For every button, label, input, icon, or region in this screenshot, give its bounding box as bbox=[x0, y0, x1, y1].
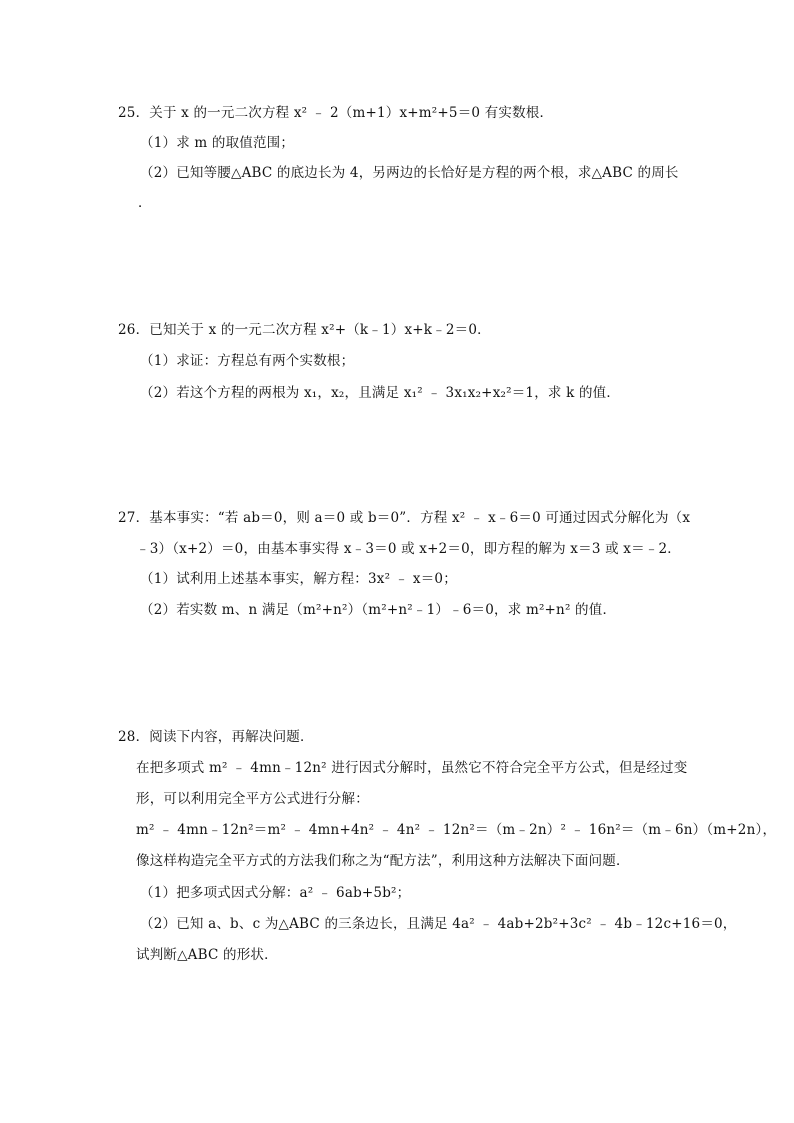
q27-part1: （1）试利用上述基本事实，解方程：3x² ﹣ x＝0； bbox=[140, 571, 457, 587]
q26-part1: （1）求证：方程总有两个实数根； bbox=[140, 353, 355, 369]
q28-content-line3: m² ﹣ 4mn﹣12n²＝m² ﹣ 4mn+4n² ﹣ 4n² ﹣ 12n²＝（m﹣2n）² ﹣ 16n²＝（m﹣6n）（m+2n）， bbox=[136, 822, 777, 838]
q28-content-line4: 像这样构造完全平方式的方法我们称之为“配方法”，利用这种方法解决下面问题． bbox=[136, 853, 630, 869]
q25-stem: 25．关于 x 的一元二次方程 x² ﹣ 2（m+1）x+m²+5＝0 有实数根． bbox=[118, 105, 554, 121]
q27-stem-cont: ﹣3）（x+2）＝0，由基本事实得 x﹣3＝0 或 x+2＝0，即方程的解为 x＝3 或 x＝﹣2． bbox=[136, 541, 681, 557]
q27-part2: （2）若实数 m、n 满足（m²+n²）（m²+n²﹣1）﹣6＝0，求 m²+n² 的值． bbox=[140, 602, 617, 618]
q28-part2-cont: 试判断△ABC 的形状． bbox=[136, 947, 278, 963]
q25-part1: （1）求 m 的取值范围； bbox=[140, 135, 295, 151]
q28-content-line1: 在把多项式 m² ﹣ 4mn﹣12n² 进行因式分解时，虽然它不符合完全平方公式，但是经过变 bbox=[136, 760, 688, 776]
q28-part1: （1）把多项式因式分解：a² ﹣ 6ab+5b²； bbox=[140, 885, 411, 901]
q26-stem: 26．已知关于 x 的一元二次方程 x²+（k﹣1）x+k﹣2＝0． bbox=[118, 322, 491, 338]
q28-content-line2: 形，可以利用完全平方公式进行分解： bbox=[136, 791, 369, 807]
q26-part2: （2）若这个方程的两根为 x₁，x₂，且满足 x₁² ﹣ 3x₁x₂+x₂²＝1，求 k 的值． bbox=[140, 385, 621, 401]
q28-stem: 28．阅读下内容，再解决问题． bbox=[118, 729, 314, 745]
q25-part2: （2）已知等腰△ABC 的底边长为 4，另两边的长恰好是方程的两个根，求△ABC 的周长 bbox=[140, 165, 679, 181]
q27-stem: 27．基本事实：“若 ab＝0，则 a＝0 或 b＝0”．方程 x² ﹣ x﹣6＝0 可通过因式分解化为（x bbox=[118, 510, 691, 526]
q28-part2: （2）已知 a、b、c 为△ABC 的三条边长，且满足 4a² ﹣ 4ab+2b²+3c² ﹣ 4b﹣12c+16＝0， bbox=[140, 916, 737, 932]
q25-part2-end: ． bbox=[138, 195, 152, 211]
